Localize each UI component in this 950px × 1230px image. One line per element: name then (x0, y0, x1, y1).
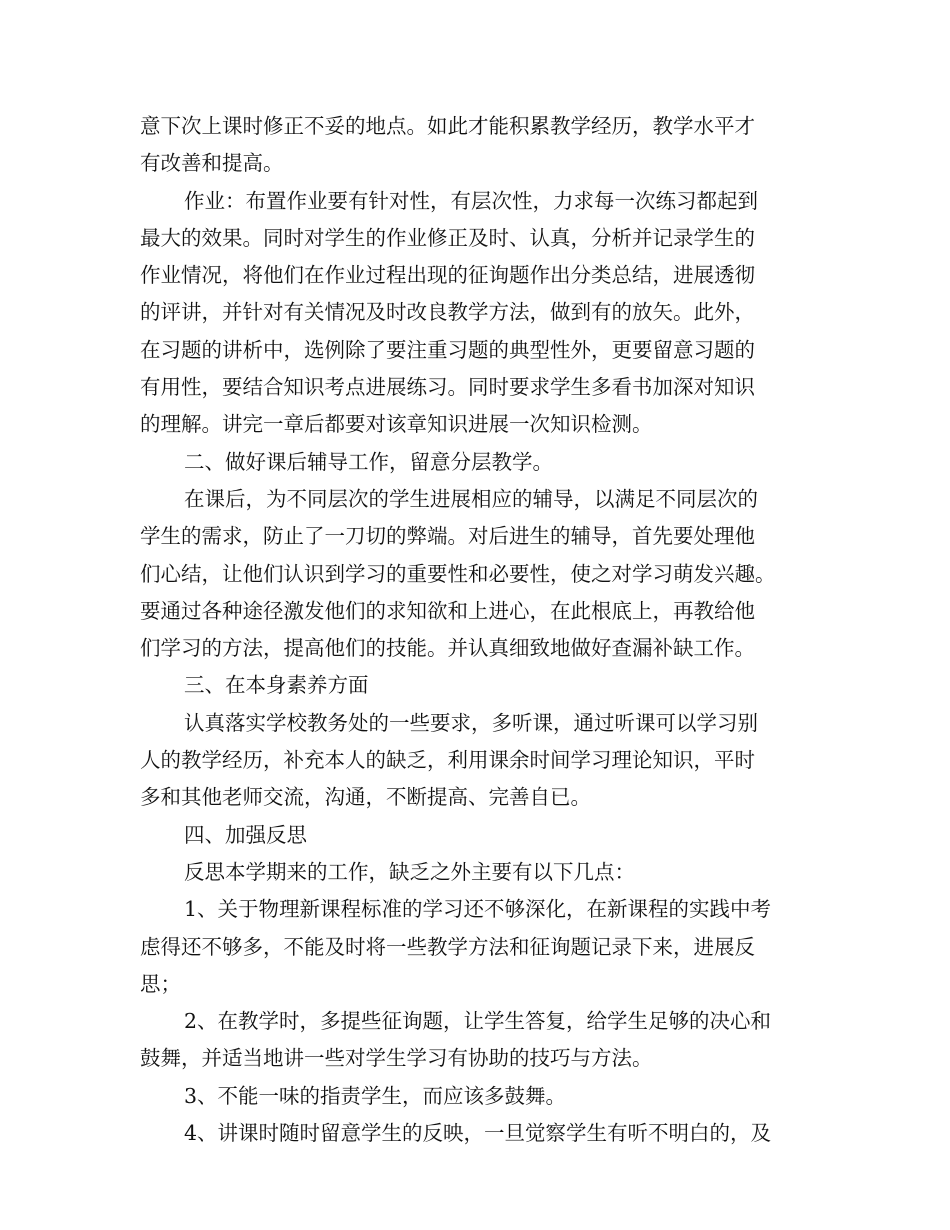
text-line: 虑得还不够多，不能及时将一些教学方法和征询题记录下来，进展反 (140, 934, 755, 959)
text-line: 意下次上课时修正不妥的地点。如此才能积累教学经历，教学水平才 (140, 114, 755, 138)
text-line: 有改善和提高。 (140, 151, 284, 176)
text-line: 多和其他老师交流，沟通，不断提高、完善自已。 (140, 785, 591, 810)
text-line: 思； (140, 971, 181, 996)
text-line: 最大的效果。同时对学生的作业修正及时、认真，分析并记录学生的 (140, 225, 755, 250)
paragraph-first-line: 作业：布置作业要有针对性，有层次性，力求每一次练习都起到 (184, 188, 758, 213)
paragraph-first-line: 认真落实学校教务处的一些要求，多听课，通过听课可以学习别 (184, 710, 758, 735)
list-item-first-line: 3、不能一味的指责学生，而应该多鼓舞。 (184, 1083, 567, 1108)
section-heading: 三、在本身素养方面 (184, 673, 369, 698)
list-item-first-line: 4、讲课时随时留意学生的反映，一旦觉察学生有听不明白的，及 (184, 1121, 772, 1146)
section-heading: 四、加强反思 (184, 822, 307, 847)
text-line: 们心结，让他们认识到学习的重要性和必要性，使之对学习萌发兴趣。 (140, 561, 776, 586)
paragraph-first-line: 在课后，为不同层次的学生进展相应的辅导，以满足不同层次的 (184, 486, 758, 511)
text-line: 们学习的方法，提高他们的技能。并认真细致地做好查漏补缺工作。 (140, 636, 755, 661)
text-line: 在习题的讲析中，选例除了要注重习题的典型性外，更要留意习题的 (140, 337, 755, 362)
list-item-first-line: 1、关于物理新课程标准的学习还不够深化，在新课程的实践中考 (184, 897, 772, 922)
text-line: 作业情况，将他们在作业过程出现的征询题作出分类总结，进展透彻 (140, 263, 755, 288)
text-line: 人的教学经历，补充本人的缺乏，利用课余时间学习理论知识，平时 (140, 748, 755, 773)
text-line: 的评讲，并针对有关情况及时改良教学方法，做到有的放矢。此外， (140, 300, 755, 325)
paragraph-first-line: 反思本学期来的工作，缺乏之外主要有以下几点： (184, 859, 635, 884)
text-line: 鼓舞，并适当地讲一些对学生学习有协助的技巧与方法。 (140, 1046, 653, 1071)
text-line: 学生的需求，防止了一刀切的弊端。对后进生的辅导，首先要处理他 (140, 524, 755, 549)
text-line: 要通过各种途径激发他们的求知欲和上进心，在此根底上，再教给他 (140, 598, 755, 623)
document-body (140, 108, 840, 1152)
list-item-first-line: 2、在教学时，多提些征询题，让学生答复，给学生足够的决心和 (184, 1009, 772, 1034)
text-line: 的理解。讲完一章后都要对该章知识进展一次知识检测。 (140, 412, 653, 437)
text-line: 有用性，要结合知识考点进展练习。同时要求学生多看书加深对知识 (140, 375, 755, 400)
section-heading: 二、做好课后辅导工作，留意分层教学。 (184, 449, 553, 474)
